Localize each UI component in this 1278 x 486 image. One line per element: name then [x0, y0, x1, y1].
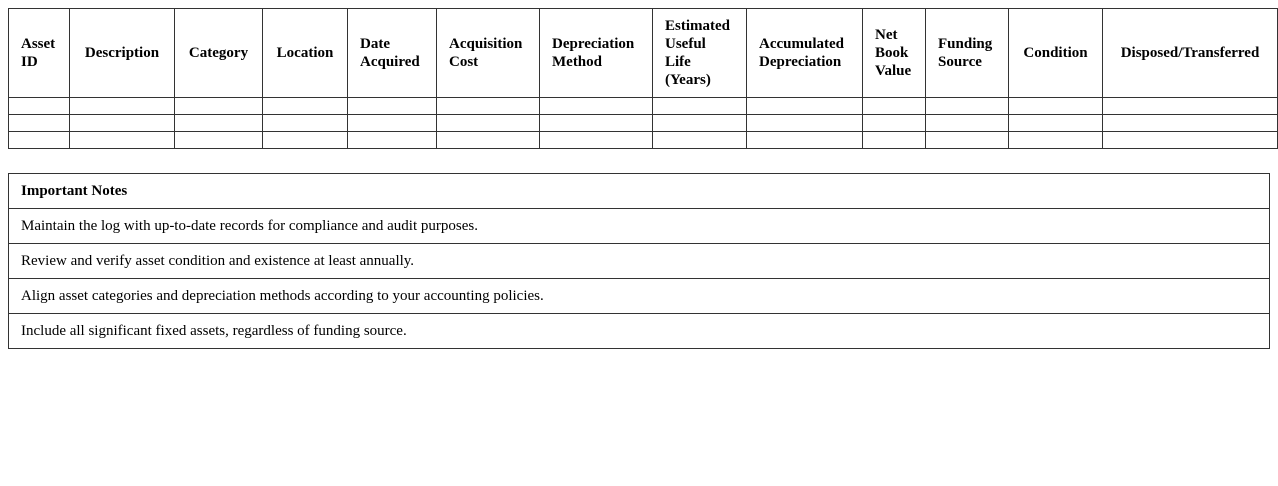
table-cell[interactable]: [540, 132, 653, 149]
table-cell[interactable]: [348, 98, 437, 115]
table-row: [9, 132, 1278, 149]
table-cell[interactable]: [747, 98, 863, 115]
table-cell[interactable]: [540, 98, 653, 115]
table-cell[interactable]: [348, 132, 437, 149]
column-header-acquisition-cost: Acquisition Cost: [437, 9, 540, 98]
table-cell[interactable]: [1103, 115, 1278, 132]
column-header-depreciation-method: Depreciation Method: [540, 9, 653, 98]
table-cell[interactable]: [863, 98, 926, 115]
table-cell[interactable]: [863, 115, 926, 132]
table-cell[interactable]: [1009, 115, 1103, 132]
column-header-net-book-value: Net Book Value: [863, 9, 926, 98]
note-item: Include all significant fixed assets, regardless of funding source.: [9, 314, 1270, 349]
table-cell[interactable]: [653, 132, 747, 149]
column-header-location: Location: [263, 9, 348, 98]
table-cell[interactable]: [653, 115, 747, 132]
table-cell[interactable]: [437, 98, 540, 115]
table-cell[interactable]: [1009, 98, 1103, 115]
note-item: Maintain the log with up-to-date records for compliance and audit purposes.: [9, 209, 1270, 244]
table-row: [9, 115, 1278, 132]
table-cell[interactable]: [9, 132, 70, 149]
column-header-asset-id: Asset ID: [9, 9, 70, 98]
table-cell[interactable]: [9, 98, 70, 115]
table-cell[interactable]: [747, 115, 863, 132]
table-cell[interactable]: [1103, 98, 1278, 115]
table-cell[interactable]: [175, 98, 263, 115]
header-row: [9, 9, 1278, 98]
notes-title-row: [9, 174, 1270, 209]
table-cell[interactable]: [263, 98, 348, 115]
column-header-condition: Condition: [1009, 9, 1103, 98]
table-cell[interactable]: [9, 115, 70, 132]
table-cell[interactable]: [926, 115, 1009, 132]
note-item: Review and verify asset condition and existence at least annually.: [9, 244, 1270, 279]
table-cell[interactable]: [863, 132, 926, 149]
table-cell[interactable]: [926, 98, 1009, 115]
note-row: [9, 209, 1270, 244]
table-cell[interactable]: [263, 132, 348, 149]
table-cell[interactable]: [348, 115, 437, 132]
important-notes-table: [8, 173, 1270, 349]
note-row: [9, 279, 1270, 314]
table-cell[interactable]: [437, 115, 540, 132]
table-cell[interactable]: [653, 98, 747, 115]
table-cell[interactable]: [1009, 132, 1103, 149]
table-cell[interactable]: [437, 132, 540, 149]
table-cell[interactable]: [926, 132, 1009, 149]
table-cell[interactable]: [747, 132, 863, 149]
asset-log-table: [8, 8, 1278, 149]
column-header-category: Category: [175, 9, 263, 98]
table-cell[interactable]: [1103, 132, 1278, 149]
notes-title: Important Notes: [9, 174, 1270, 209]
note-row: [9, 314, 1270, 349]
table-row: [9, 98, 1278, 115]
note-item: Align asset categories and depreciation methods according to your accounting policies.: [9, 279, 1270, 314]
table-cell[interactable]: [263, 115, 348, 132]
table-cell[interactable]: [540, 115, 653, 132]
column-header-accumulated-depreciation: Accumulated Depreciation: [747, 9, 863, 98]
table-cell[interactable]: [70, 115, 175, 132]
column-header-date-acquired: Date Acquired: [348, 9, 437, 98]
table-cell[interactable]: [175, 132, 263, 149]
column-header-description: Description: [70, 9, 175, 98]
table-cell[interactable]: [70, 132, 175, 149]
column-header-disposed-transferred: Disposed/Transferred: [1103, 9, 1278, 98]
column-header-funding-source: Funding Source: [926, 9, 1009, 98]
column-header-estimated-useful-life: Estimated Useful Life (Years): [653, 9, 747, 98]
table-cell[interactable]: [70, 98, 175, 115]
note-row: [9, 244, 1270, 279]
table-cell[interactable]: [175, 115, 263, 132]
